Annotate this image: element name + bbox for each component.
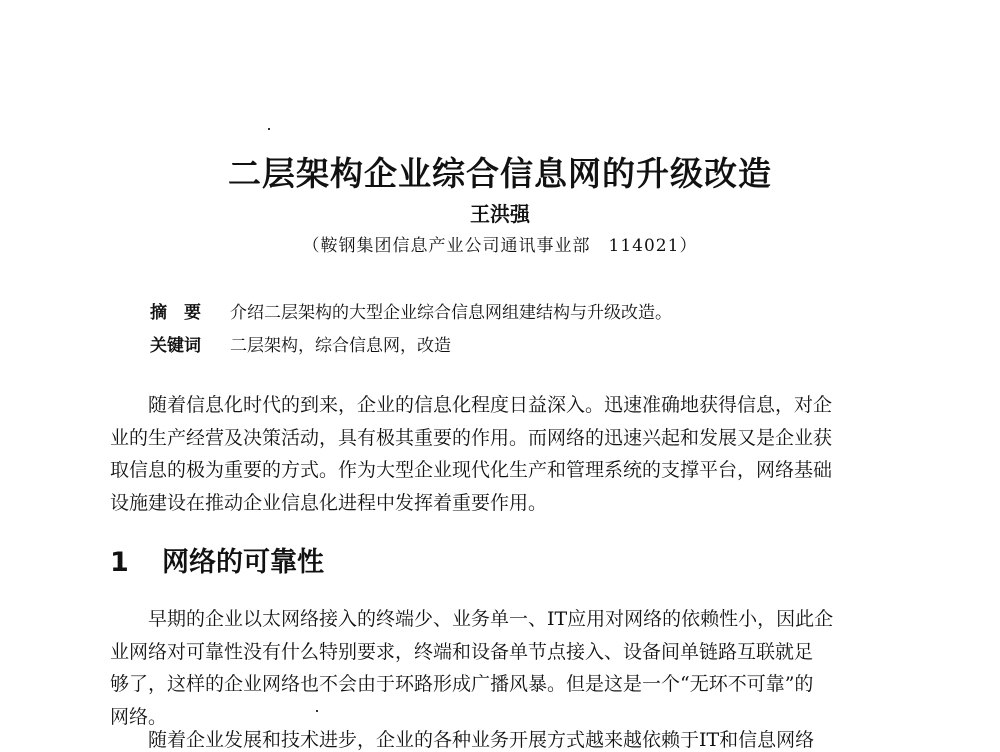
author-name: 王洪强 <box>470 202 530 226</box>
paragraph-line: 取信息的极为重要的方式。作为大型企业现代化生产和管理系统的支撑平台，网络基础 <box>110 459 833 481</box>
paragraph-line: 业的生产经营及决策活动，具有极其重要的作用。而网络的迅速兴起和发展又是企业获 <box>110 426 833 449</box>
paragraph-line: 够了，这样的企业网络也不会由于环路形成广播风暴。但是这是一个“无环不可靠”的 <box>110 673 814 695</box>
paragraph-line: 业网络对可靠性没有什么特别要求，终端和设备单节点接入、设备间单链路互联就足 <box>110 640 814 663</box>
abstract-label: 摘 要 <box>150 303 201 323</box>
section1-paragraph <box>110 603 898 733</box>
keywords-row <box>150 331 451 356</box>
intro-paragraph <box>110 389 898 519</box>
section-heading <box>110 540 324 579</box>
paragraph-line: 网络。 <box>110 705 168 728</box>
paragraph-line: 随着信息化时代的到来，企业的信息化程度日益深入。迅速准确地获得信息，对企 <box>148 394 833 416</box>
scan-speck <box>268 128 270 130</box>
section-number: 1 <box>110 547 129 578</box>
author-affiliation: （鞍钢集团信息产业公司通讯事业部 114021） <box>302 236 698 256</box>
cutoff-line: 随着企业发展和技术进步，企业的各种业务开展方式越来越依赖于IT和信息网络 <box>148 729 815 751</box>
keywords-text: 二层架构，综合信息网，改造 <box>230 336 451 356</box>
paragraph-line: 早期的企业以太网络接入的终端少、业务单一、IT应用对网络的依赖性小，因此企 <box>148 608 834 630</box>
keywords-label: 关键词 <box>150 336 201 356</box>
section-title: 网络的可靠性 <box>162 547 324 578</box>
cutoff-region <box>0 725 1000 751</box>
paragraph-line: 设施建设在推动企业信息化进程中发挥着重要作用。 <box>110 491 548 514</box>
article-title: 二层架构企业综合信息网的升级改造 <box>228 154 772 193</box>
abstract-row <box>150 298 672 323</box>
abstract-text: 介绍二层架构的大型企业综合信息网组建结构与升级改造。 <box>230 303 672 323</box>
